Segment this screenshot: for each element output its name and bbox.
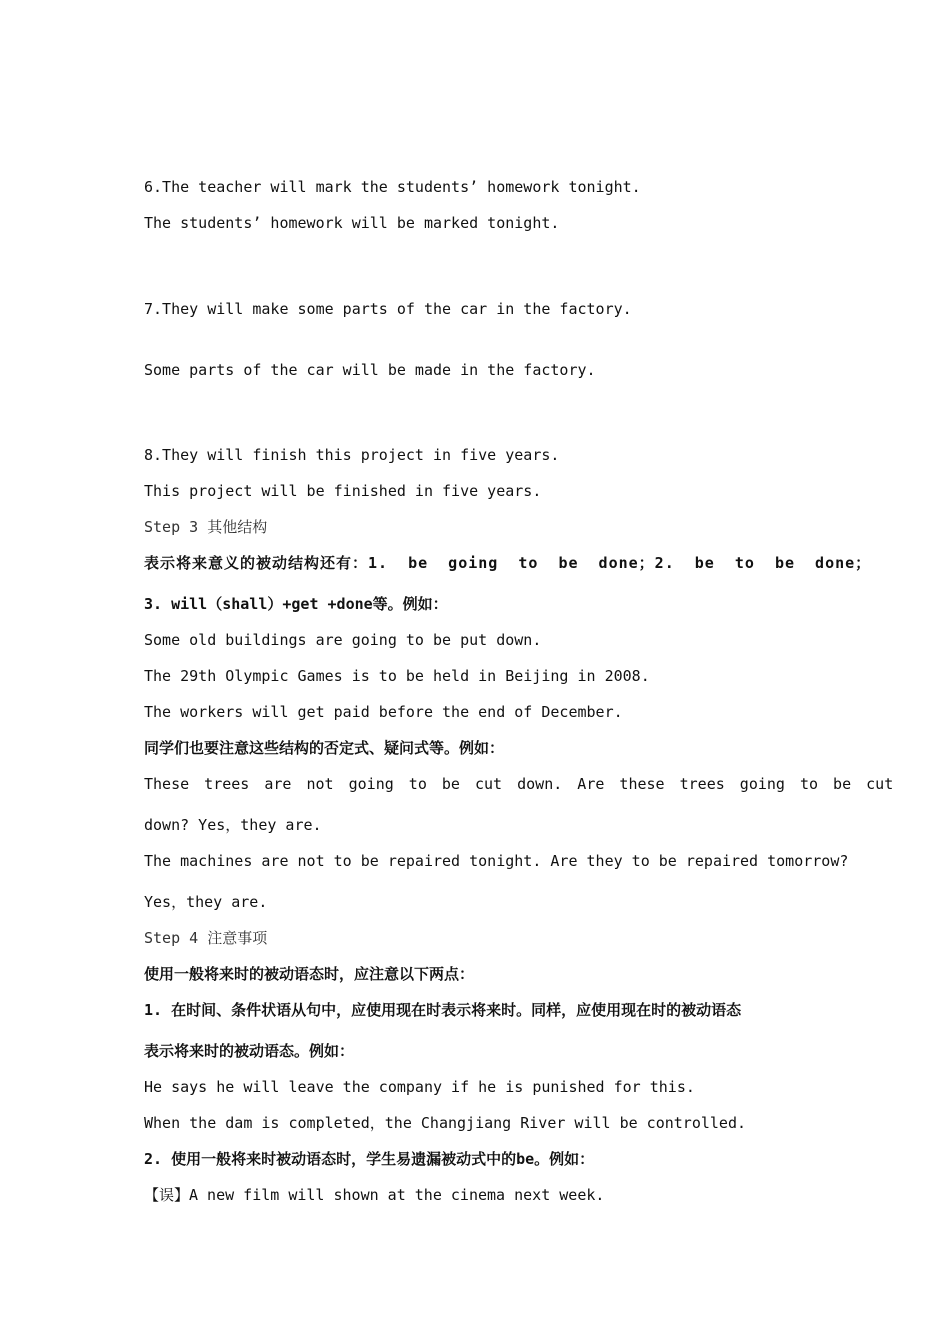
structure-example-2: The 29th Olympic Games is to be held in Beijing in 2008. <box>144 667 650 685</box>
example-6-passive: The students’ homework will be marked tonight. <box>144 214 560 232</box>
negative-question-intro: 同学们也要注意这些结构的否定式、疑问式等。例如： <box>144 739 505 757</box>
structure-example-3: The workers will get paid before the end of December. <box>144 703 623 721</box>
note-1-example-2: When the dam is completed，the Changjiang River will be controlled. <box>144 1114 746 1132</box>
structure-example-1: Some old buildings are going to be put down. <box>144 631 542 649</box>
example-7-active: 7.They will make some parts of the car in the factory. <box>144 300 632 318</box>
step-3-intro: 表示将来意义的被动结构还有：1. be going to be done；2. be to be done； <box>144 554 872 572</box>
negative-example-2: The machines are not to be repaired tonight. Are they to be repaired tomorrow? <box>144 852 849 870</box>
example-7-passive: Some parts of the car will be made in the factory. <box>144 361 596 379</box>
step-4-intro: 使用一般将来时的被动语态时，应注意以下两点： <box>144 965 475 983</box>
note-1-example-1: He says he will leave the company if he is punished for this. <box>144 1078 695 1096</box>
example-8-active: 8.They will finish this project in five years. <box>144 446 560 464</box>
step-4-heading: Step 4 注意事项 <box>144 929 268 947</box>
error-example: 【误】A new film will shown at the cinema next week. <box>144 1186 605 1204</box>
step-3-intro-cont: 3. will（shall）+get +done等。例如： <box>144 595 448 613</box>
negative-example-1-cont: down? Yes，they are. <box>144 816 322 834</box>
note-1: 1. 在时间、条件状语从句中，应使用现在时表示将来时。同样，应使用现在时的被动语态 <box>144 1001 742 1019</box>
step-3-heading: Step 3 其他结构 <box>144 518 268 536</box>
note-1-cont: 表示将来时的被动语态。例如： <box>144 1042 355 1060</box>
example-8-passive: This project will be finished in five years. <box>144 482 542 500</box>
note-2: 2. 使用一般将来时被动语态时，学生易遗漏被动式中的be。例如： <box>144 1150 595 1168</box>
negative-example-2-cont: Yes，they are. <box>144 893 268 911</box>
example-6-active: 6.The teacher will mark the students’ homework tonight. <box>144 178 641 196</box>
negative-example-1: These trees are not going to be cut down. Are these trees going to be cut <box>144 775 894 793</box>
